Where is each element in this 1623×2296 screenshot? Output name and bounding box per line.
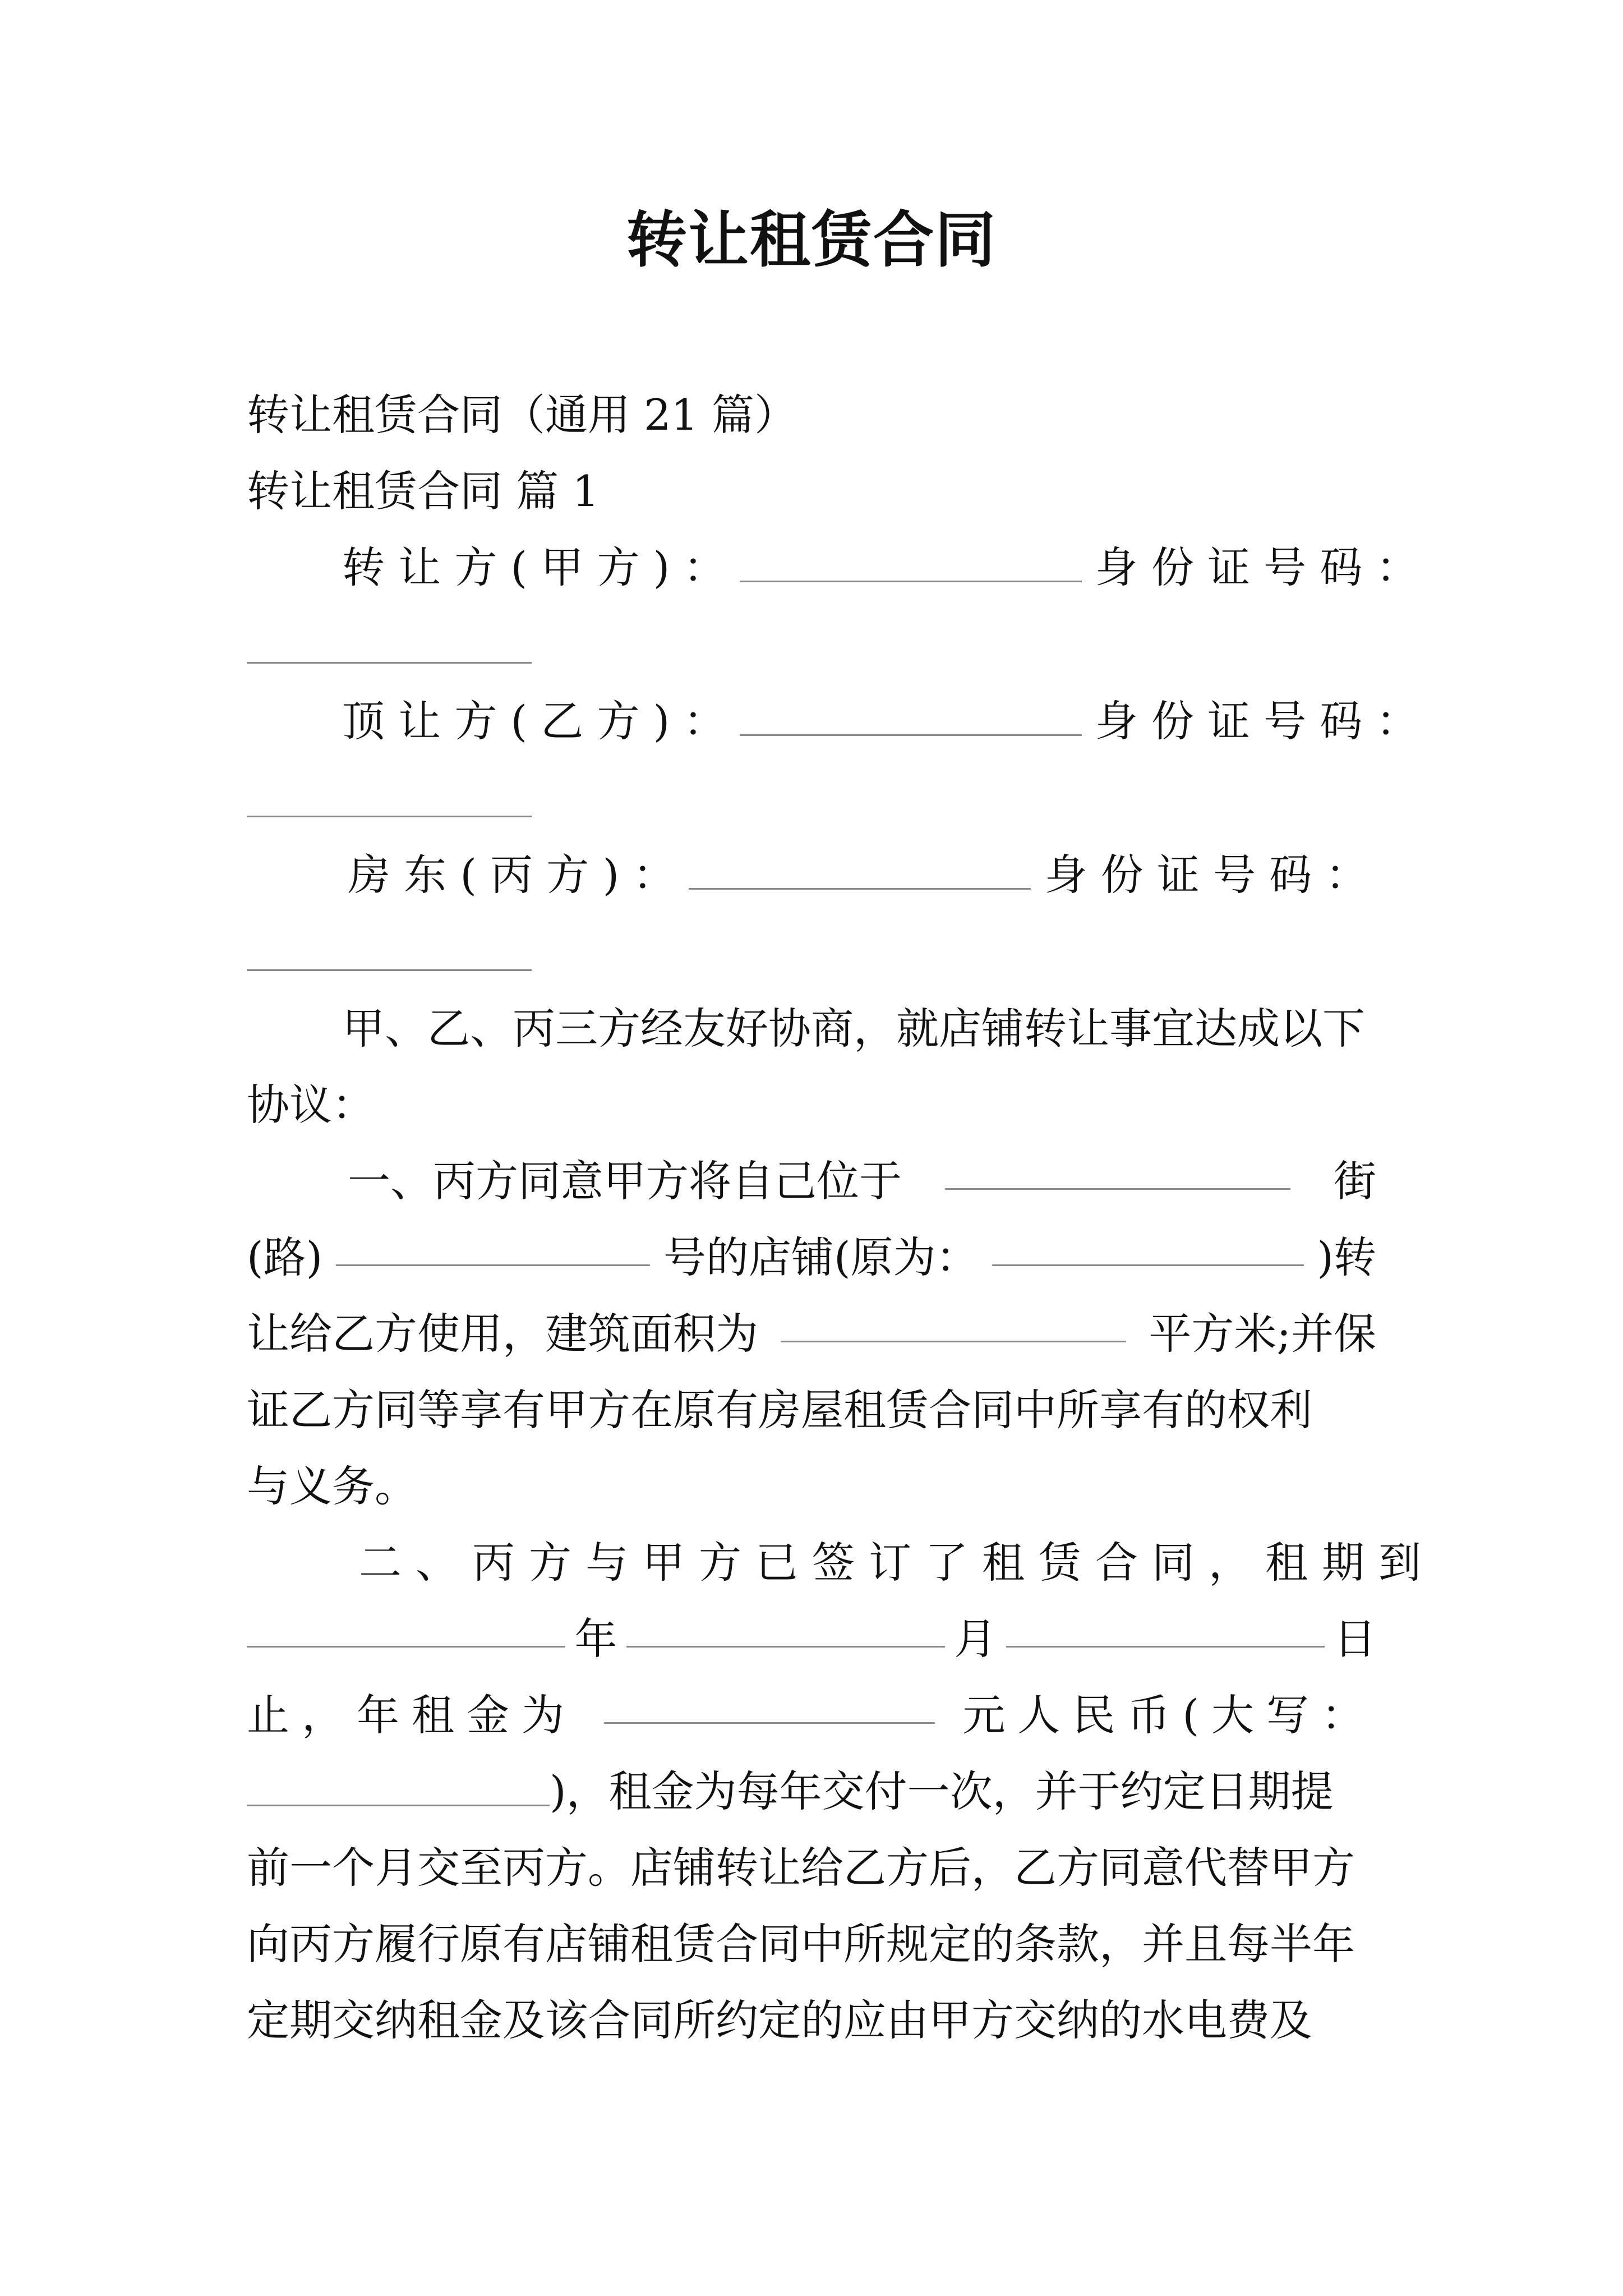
party-transferee-label: 顶 让 方 ( 乙 方 ) ： (342, 696, 726, 746)
intro-line-1: 甲、乙、丙三方经友好协商，就店铺转让事宜达成以下 (342, 1004, 1365, 1053)
document-title: 转让租赁合同 (626, 205, 997, 275)
transferee-name-blank (740, 700, 1082, 736)
clause2-line-2 (247, 1611, 1376, 1667)
clause1-line-4: 证乙方同等享有甲方在原有房屋租赁合同中所享有的权利 (247, 1385, 1312, 1435)
document-subtitle: 转让租赁合同（通用 21 篇） (247, 390, 797, 440)
month-label: 月 (954, 1614, 997, 1664)
day-label: 日 (1333, 1614, 1376, 1664)
rent-capital-blank (247, 1770, 550, 1806)
landlord-id-label: 身 份 证 号 码 ： (1044, 850, 1368, 900)
party-transferee-row (342, 693, 1419, 749)
currency-label: 元人民币(大写： (962, 1690, 1376, 1740)
end-year-blank (247, 1611, 565, 1648)
clause1-area-label: 让给乙方使用，建筑面积为 (247, 1309, 758, 1359)
party-landlord-row (348, 847, 1376, 903)
year-label: 年 (574, 1614, 617, 1664)
street-blank (945, 1153, 1290, 1190)
number-blank (336, 1230, 650, 1266)
original-use-blank (992, 1230, 1304, 1266)
transferee-id-label: 身 份 证 号 码 ： (1095, 696, 1419, 746)
end-month-blank (626, 1611, 945, 1648)
transferor-id-blank (247, 662, 532, 664)
transferor-id-label: 身 份 证 号 码 ： (1095, 542, 1419, 592)
intro-line-2: 协议： (247, 1080, 375, 1130)
landlord-id-blank (247, 969, 532, 971)
clause2-line-3 (247, 1687, 1376, 1743)
transferee-id-blank (247, 816, 532, 817)
clause1-text-a: 一、丙方同意甲方将自己位于 (348, 1156, 902, 1206)
annual-rent-blank (604, 1687, 935, 1724)
end-day-blank (1006, 1611, 1325, 1648)
landlord-name-blank (689, 853, 1031, 890)
clause1-line-2 (247, 1230, 1376, 1286)
party-transferor-row (342, 540, 1419, 596)
clause1-line-3 (247, 1306, 1376, 1362)
clause1-shop-label: 号的店铺(原为： (663, 1232, 979, 1282)
annual-rent-label: 止，年租金为 (247, 1690, 577, 1740)
clause2-line-5: 前一个月交至丙方。店铺转让给乙方后，乙方同意代替甲方 (247, 1843, 1355, 1893)
clause1-sqm-label: 平方米;并保 (1149, 1309, 1376, 1359)
section-heading: 转让租赁合同 篇 1 (247, 466, 600, 516)
area-blank (781, 1306, 1126, 1342)
clause2-payment-text: )，租金为每年交付一次，并于约定日期提 (550, 1766, 1334, 1816)
clause1-transfer-label: )转 (1317, 1232, 1376, 1282)
clause2-line-1: 二、丙方与甲方已签订了租赁合同，租期到 (359, 1538, 1435, 1588)
party-transferor-label: 转 让 方 ( 甲 方 ) ： (342, 542, 726, 592)
clause1-line-1 (348, 1153, 1376, 1209)
clause1-line-5: 与义务。 (247, 1461, 417, 1511)
clause2-line-4 (247, 1764, 1376, 1820)
clause2-line-7: 定期交纳租金及该合同所约定的应由甲方交纳的水电费及 (247, 1995, 1312, 2045)
clause1-road-label: (路) (247, 1232, 323, 1282)
clause1-text-b: 街 (1334, 1156, 1376, 1206)
party-landlord-label: 房 东 ( 丙 方 ) ： (348, 850, 676, 900)
clause2-line-6: 向丙方履行原有店铺租赁合同中所规定的条款，并且每半年 (247, 1919, 1355, 1969)
transferor-name-blank (740, 546, 1082, 582)
